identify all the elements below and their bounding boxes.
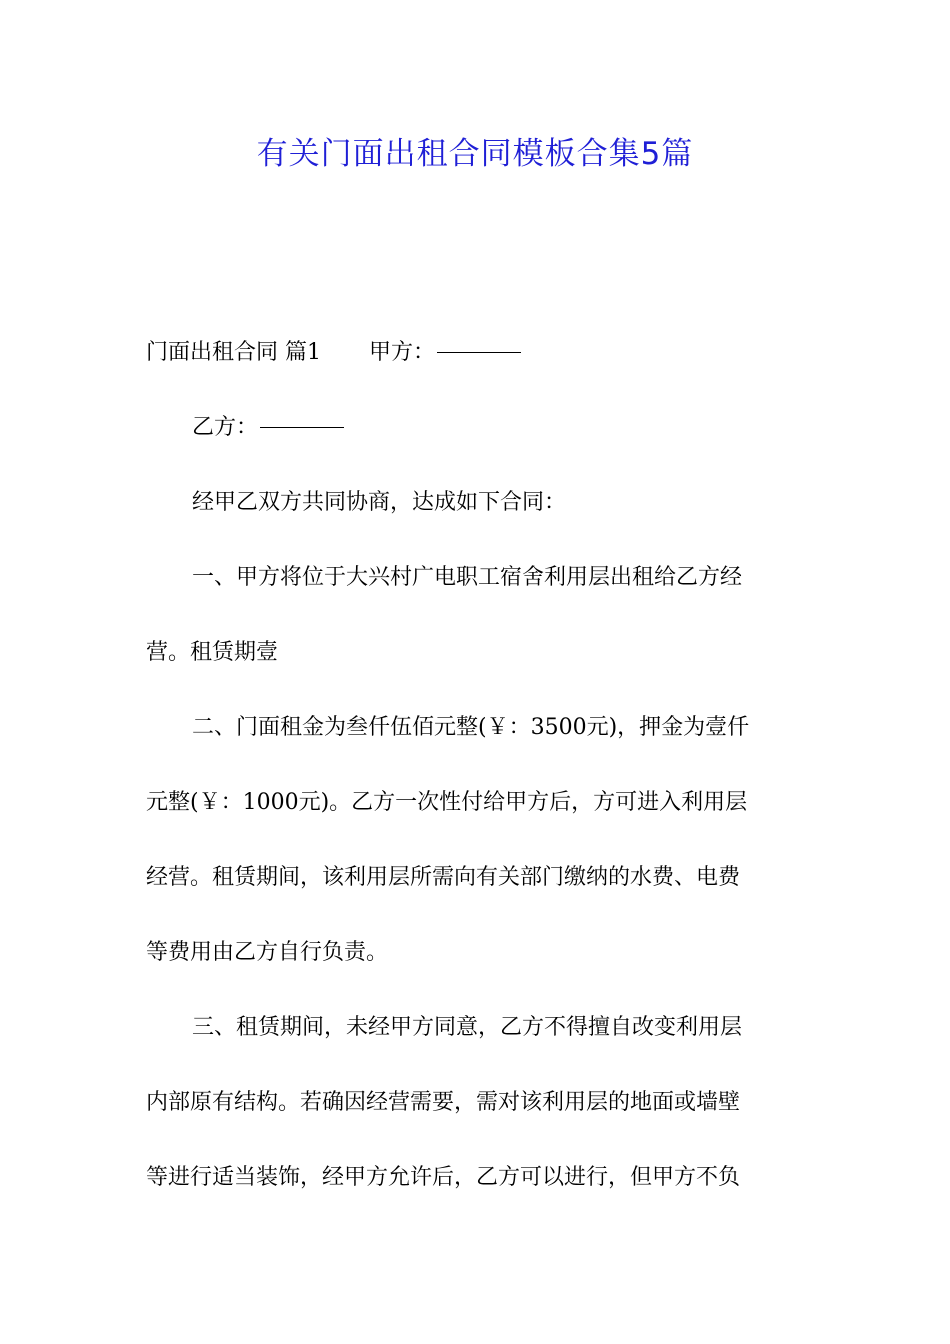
party-b-line — [146, 409, 806, 447]
paragraph-line: 等进行适当装饰，经甲方允许后，乙方可以进行，但甲方不负 — [146, 1165, 741, 1190]
paragraph-line: 三、租赁期间，未经甲方同意，乙方不得擅自改变利用层 — [192, 1015, 743, 1040]
paragraph-line: 元整(￥：1000元)。乙方一次性付给甲方后，方可进入利用层 — [146, 790, 748, 815]
document-title: 有关门面出租合同模板合集5篇 — [256, 136, 694, 172]
contract-heading: 门面出租合同 篇1 — [146, 340, 321, 365]
paragraph-line: 一、甲方将位于大兴村广电职工宿舍利用层出租给乙方经 — [192, 565, 743, 590]
paragraph-line: 经营。租赁期间，该利用层所需向有关部门缴纳的水费、电费 — [146, 865, 741, 890]
party-b-label: 乙方： — [192, 415, 259, 440]
paragraph-line: 内部原有结构。若确因经营需要，需对该利用层的地面或墙壁 — [146, 1090, 741, 1115]
paragraph-line: 等费用由乙方自行负责。 — [146, 940, 389, 965]
party-a-blank — [437, 351, 521, 353]
document-body — [146, 334, 806, 1234]
paragraph-line: 营。租赁期壹 — [146, 640, 279, 665]
party-b-blank — [260, 426, 344, 428]
paragraph-line: 二、门面租金为叁仟伍佰元整(￥：3500元)，押金为壹仟 — [192, 715, 750, 740]
party-a-label: 甲方： — [369, 340, 436, 365]
heading-line — [146, 334, 806, 372]
paragraph-line: 经甲乙双方共同协商，达成如下合同： — [192, 490, 567, 515]
